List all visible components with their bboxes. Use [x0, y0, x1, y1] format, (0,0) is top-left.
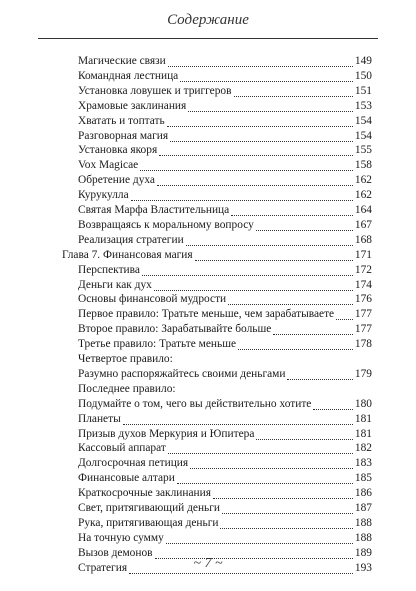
toc-page-number: 149	[354, 55, 372, 67]
toc-entry-title: Краткосрочные заклинания	[78, 487, 211, 500]
toc-page-number: 153	[354, 99, 372, 112]
toc-page-number: 162	[354, 189, 372, 202]
toc-entry-title: Третье правило: Тратьте меньше	[78, 338, 237, 351]
toc-entry-row	[78, 216, 372, 232]
toc-entry-title: Храмовые заклинания	[78, 99, 187, 112]
toc-entry-row	[78, 484, 372, 500]
toc-entry-title: Возвращаясь к моральному вопросу	[78, 218, 254, 231]
toc-entry-title: Установка ловушек и триггеров	[78, 84, 232, 97]
dot-leader	[140, 160, 353, 171]
toc-page-number: 164	[354, 204, 372, 216]
toc-entry-title: Долгосрочная петиция	[78, 457, 189, 470]
dot-leader	[177, 473, 353, 484]
toc-entry-title: Vox Magicae	[78, 159, 139, 172]
dot-leader	[195, 250, 353, 261]
dot-leader	[234, 86, 353, 97]
toc-page-number: 182	[354, 442, 372, 455]
toc-entry-title: Рука, притягивающая деньги	[78, 516, 219, 529]
dot-leader	[168, 443, 353, 454]
toc-entry-row	[78, 305, 372, 321]
toc-page-number: 179	[354, 367, 372, 380]
toc-entry-title: Подумайте о том, чего вы действительно хотите	[78, 397, 312, 410]
toc-entry-row	[78, 290, 372, 306]
toc-page-number: 177	[354, 308, 372, 321]
dot-leader	[168, 56, 353, 67]
dot-leader	[228, 294, 353, 305]
toc-page-number: 151	[354, 84, 372, 97]
toc-entry-title: Четвертое правило:	[78, 353, 173, 365]
toc-entry-row	[78, 499, 372, 515]
toc-entry-title: Вызов демонов	[78, 546, 153, 559]
toc-entry-row	[78, 350, 372, 366]
toc-page-number: 154	[354, 114, 372, 127]
toc-entry-title: Святая Марфа Властительница	[78, 204, 230, 216]
toc-entry-title: Хватать и топтать	[78, 114, 165, 127]
dot-leader	[188, 101, 353, 112]
dot-leader	[256, 220, 353, 231]
dot-leader	[287, 369, 352, 380]
toc-page-number: 167	[354, 218, 372, 231]
toc-entry-title: Свет, притягивающий деньги	[78, 502, 221, 514]
dot-leader	[213, 488, 353, 499]
toc-page-number: 162	[354, 174, 372, 187]
toc-entry-row	[78, 410, 372, 426]
dot-leader	[166, 533, 353, 544]
dot-leader	[131, 190, 353, 201]
toc-entry-row	[78, 171, 372, 187]
toc-page-number: 193	[354, 561, 372, 574]
toc-entry-row	[78, 141, 372, 157]
toc-entry-row	[78, 276, 372, 292]
dot-leader	[186, 235, 353, 246]
header-rule	[38, 38, 378, 39]
toc-entry-title: Планеты	[78, 412, 121, 425]
dot-leader	[238, 339, 353, 350]
dot-leader	[180, 71, 353, 82]
toc-entry-row	[78, 261, 372, 277]
toc-page-number: 181	[354, 427, 372, 440]
toc-page-number: 154	[354, 129, 372, 142]
toc-entry-title: Командная лестница	[78, 69, 179, 82]
toc-entry-title: Стратегия	[78, 561, 128, 574]
toc-page-number: 150	[354, 69, 372, 82]
toc-page-number: 177	[354, 323, 372, 336]
toc-entry-row	[78, 454, 372, 470]
dot-leader	[157, 175, 353, 186]
dot-leader	[220, 518, 352, 529]
dot-leader	[190, 458, 353, 469]
toc-entry-row	[78, 425, 372, 441]
toc-page-number: 187	[354, 502, 372, 514]
dot-leader	[167, 116, 353, 127]
toc-page-number: 158	[354, 159, 372, 172]
toc-page-number: 178	[354, 338, 372, 351]
toc-entry-title: Реализация стратегии	[78, 233, 184, 246]
page-number: ~ 7 ~	[193, 556, 223, 571]
toc-entry-title: Магические связи	[78, 55, 166, 67]
toc-entry-title: Призыв духов Меркурия и Юпитера	[78, 427, 255, 440]
toc-page-number: 188	[354, 516, 372, 529]
dot-leader	[170, 131, 353, 142]
toc-entry-title: Первое правило: Тратьте меньше, чем зарабатываете	[78, 308, 335, 321]
toc-entry-row	[78, 112, 372, 128]
dot-leader	[256, 429, 353, 440]
toc-entry-row	[78, 469, 372, 485]
toc-entry-title: Глава 7. Финансовая магия	[62, 248, 193, 261]
toc-entry-title: Курукулла	[78, 189, 129, 202]
toc-page-number: 181	[354, 412, 372, 425]
toc-page-number: 176	[354, 293, 372, 306]
toc-page-number: 189	[354, 546, 372, 559]
toc-page-number: 174	[354, 278, 372, 291]
toc-page-number: 185	[354, 472, 372, 485]
toc-page-number: 172	[354, 263, 372, 276]
toc-entry-row	[78, 97, 372, 113]
toc-entry-title: Разговорная магия	[78, 129, 169, 142]
toc-entry-title: Второе правило: Зарабатывайте больше	[78, 323, 272, 336]
toc-chapter-row	[62, 246, 372, 262]
toc-page-number: 183	[354, 457, 372, 470]
toc-entry-title: Последнее правило:	[78, 382, 176, 395]
dot-leader	[142, 265, 353, 276]
toc-entry-row	[78, 52, 372, 68]
toc-entry-title: Перспектива	[78, 263, 140, 276]
dot-leader	[154, 280, 353, 291]
toc-entry-title: Обретение духа	[78, 174, 155, 187]
dot-leader	[313, 399, 353, 410]
toc-entry-title: На точную сумму	[78, 531, 164, 544]
toc-page-number: 171	[354, 248, 372, 261]
dot-leader	[273, 324, 353, 335]
dot-leader	[231, 205, 353, 216]
dot-leader	[222, 503, 353, 514]
toc-entry-title: Разумно распоряжайтесь своими деньгами	[78, 367, 286, 380]
toc-page-number: 186	[354, 487, 372, 500]
toc-entry-row	[78, 156, 372, 172]
toc-entry-row	[78, 514, 372, 530]
toc-entry-row	[78, 439, 372, 455]
toc-entry-row	[78, 395, 372, 411]
toc-entry-title: Деньги как дух	[78, 278, 152, 291]
toc-entry-row	[78, 365, 372, 381]
toc-page-number: 180	[354, 397, 372, 410]
page-header	[0, 0, 416, 50]
toc-entry-row	[78, 231, 372, 247]
toc-entry-row	[78, 186, 372, 202]
dot-leader	[336, 309, 353, 320]
toc-entry-row	[78, 529, 372, 545]
toc-entry-row	[78, 380, 372, 396]
dot-leader	[123, 414, 353, 425]
toc-page-number: 155	[354, 144, 372, 157]
toc-entry-title: Основы финансовой мудрости	[78, 293, 227, 306]
toc-page-number: 168	[354, 233, 372, 246]
dot-leader	[159, 145, 353, 156]
toc-entry-row	[78, 82, 372, 98]
toc-entry-row	[78, 127, 372, 143]
toc-entry-title: Установка якоря	[78, 144, 158, 157]
toc-entry-row	[78, 67, 372, 83]
toc-entry-title: Кассовый аппарат	[78, 442, 166, 455]
toc-entry-title: Финансовые алтари	[78, 472, 175, 485]
toc-entry-row	[78, 201, 372, 217]
header-title: Содержание	[167, 12, 249, 28]
toc-entry-row	[78, 335, 372, 351]
toc-page-number: 188	[354, 531, 372, 544]
toc-entry-row	[78, 320, 372, 336]
